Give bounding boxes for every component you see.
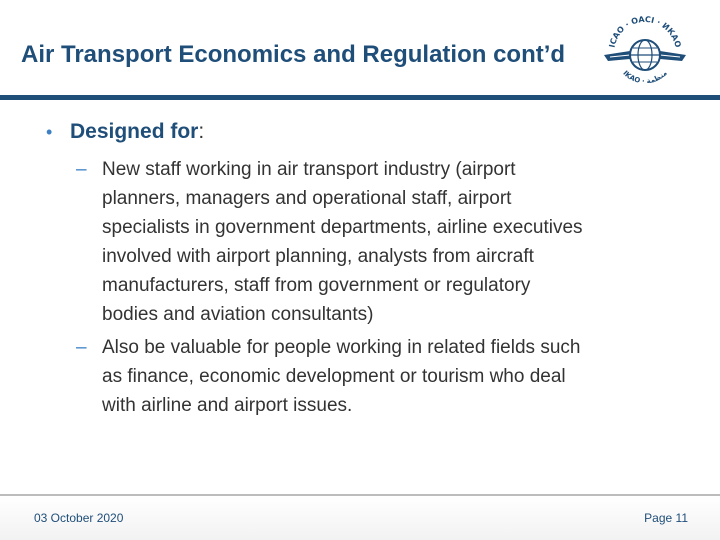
bullet-designed-for	[46, 116, 204, 148]
sub-bullet-line: involved with airport planning, analysts from aircraft	[102, 246, 534, 267]
sub-bullet	[76, 333, 676, 420]
dash-icon: –	[76, 337, 87, 358]
page-number: Page 11	[644, 511, 688, 525]
title-divider	[0, 95, 720, 100]
sub-bullet	[76, 155, 676, 329]
logo-text-top: ICAO · OACI · ИКАО	[607, 14, 683, 49]
dash-icon: –	[76, 159, 87, 180]
bullet-label: Designed for	[70, 120, 199, 143]
sub-bullet-line: as finance, economic development or tourism who deal	[102, 366, 566, 387]
logo-text-bottom: ΙΚΑΟ · منظمة	[621, 69, 669, 86]
sub-bullet-line: specialists in government departments, airline executives	[102, 217, 583, 238]
sub-bullet-line: Also be valuable for people working in related fields such	[102, 337, 581, 358]
slide-title: Air Transport Economics and Regulation cont’d	[21, 41, 566, 68]
bullet-icon: •	[46, 122, 53, 142]
sub-bullet-line: planners, managers and operational staff, airport	[102, 188, 512, 209]
sub-bullet-line: with airline and airport issues.	[102, 395, 353, 416]
icao-emblem-icon	[600, 13, 690, 87]
sub-bullet-line: bodies and aviation consultants)	[102, 304, 374, 325]
bullet-colon: :	[198, 120, 205, 143]
sub-bullet-line: manufacturers, staff from government or regulatory	[102, 275, 531, 296]
footer-date: 03 October 2020	[34, 511, 124, 525]
sub-bullet-line: New staff working in air transport industry (airport	[102, 159, 516, 180]
svg-text:ΙΚΑΟ · منظمة	[621, 69, 668, 85]
